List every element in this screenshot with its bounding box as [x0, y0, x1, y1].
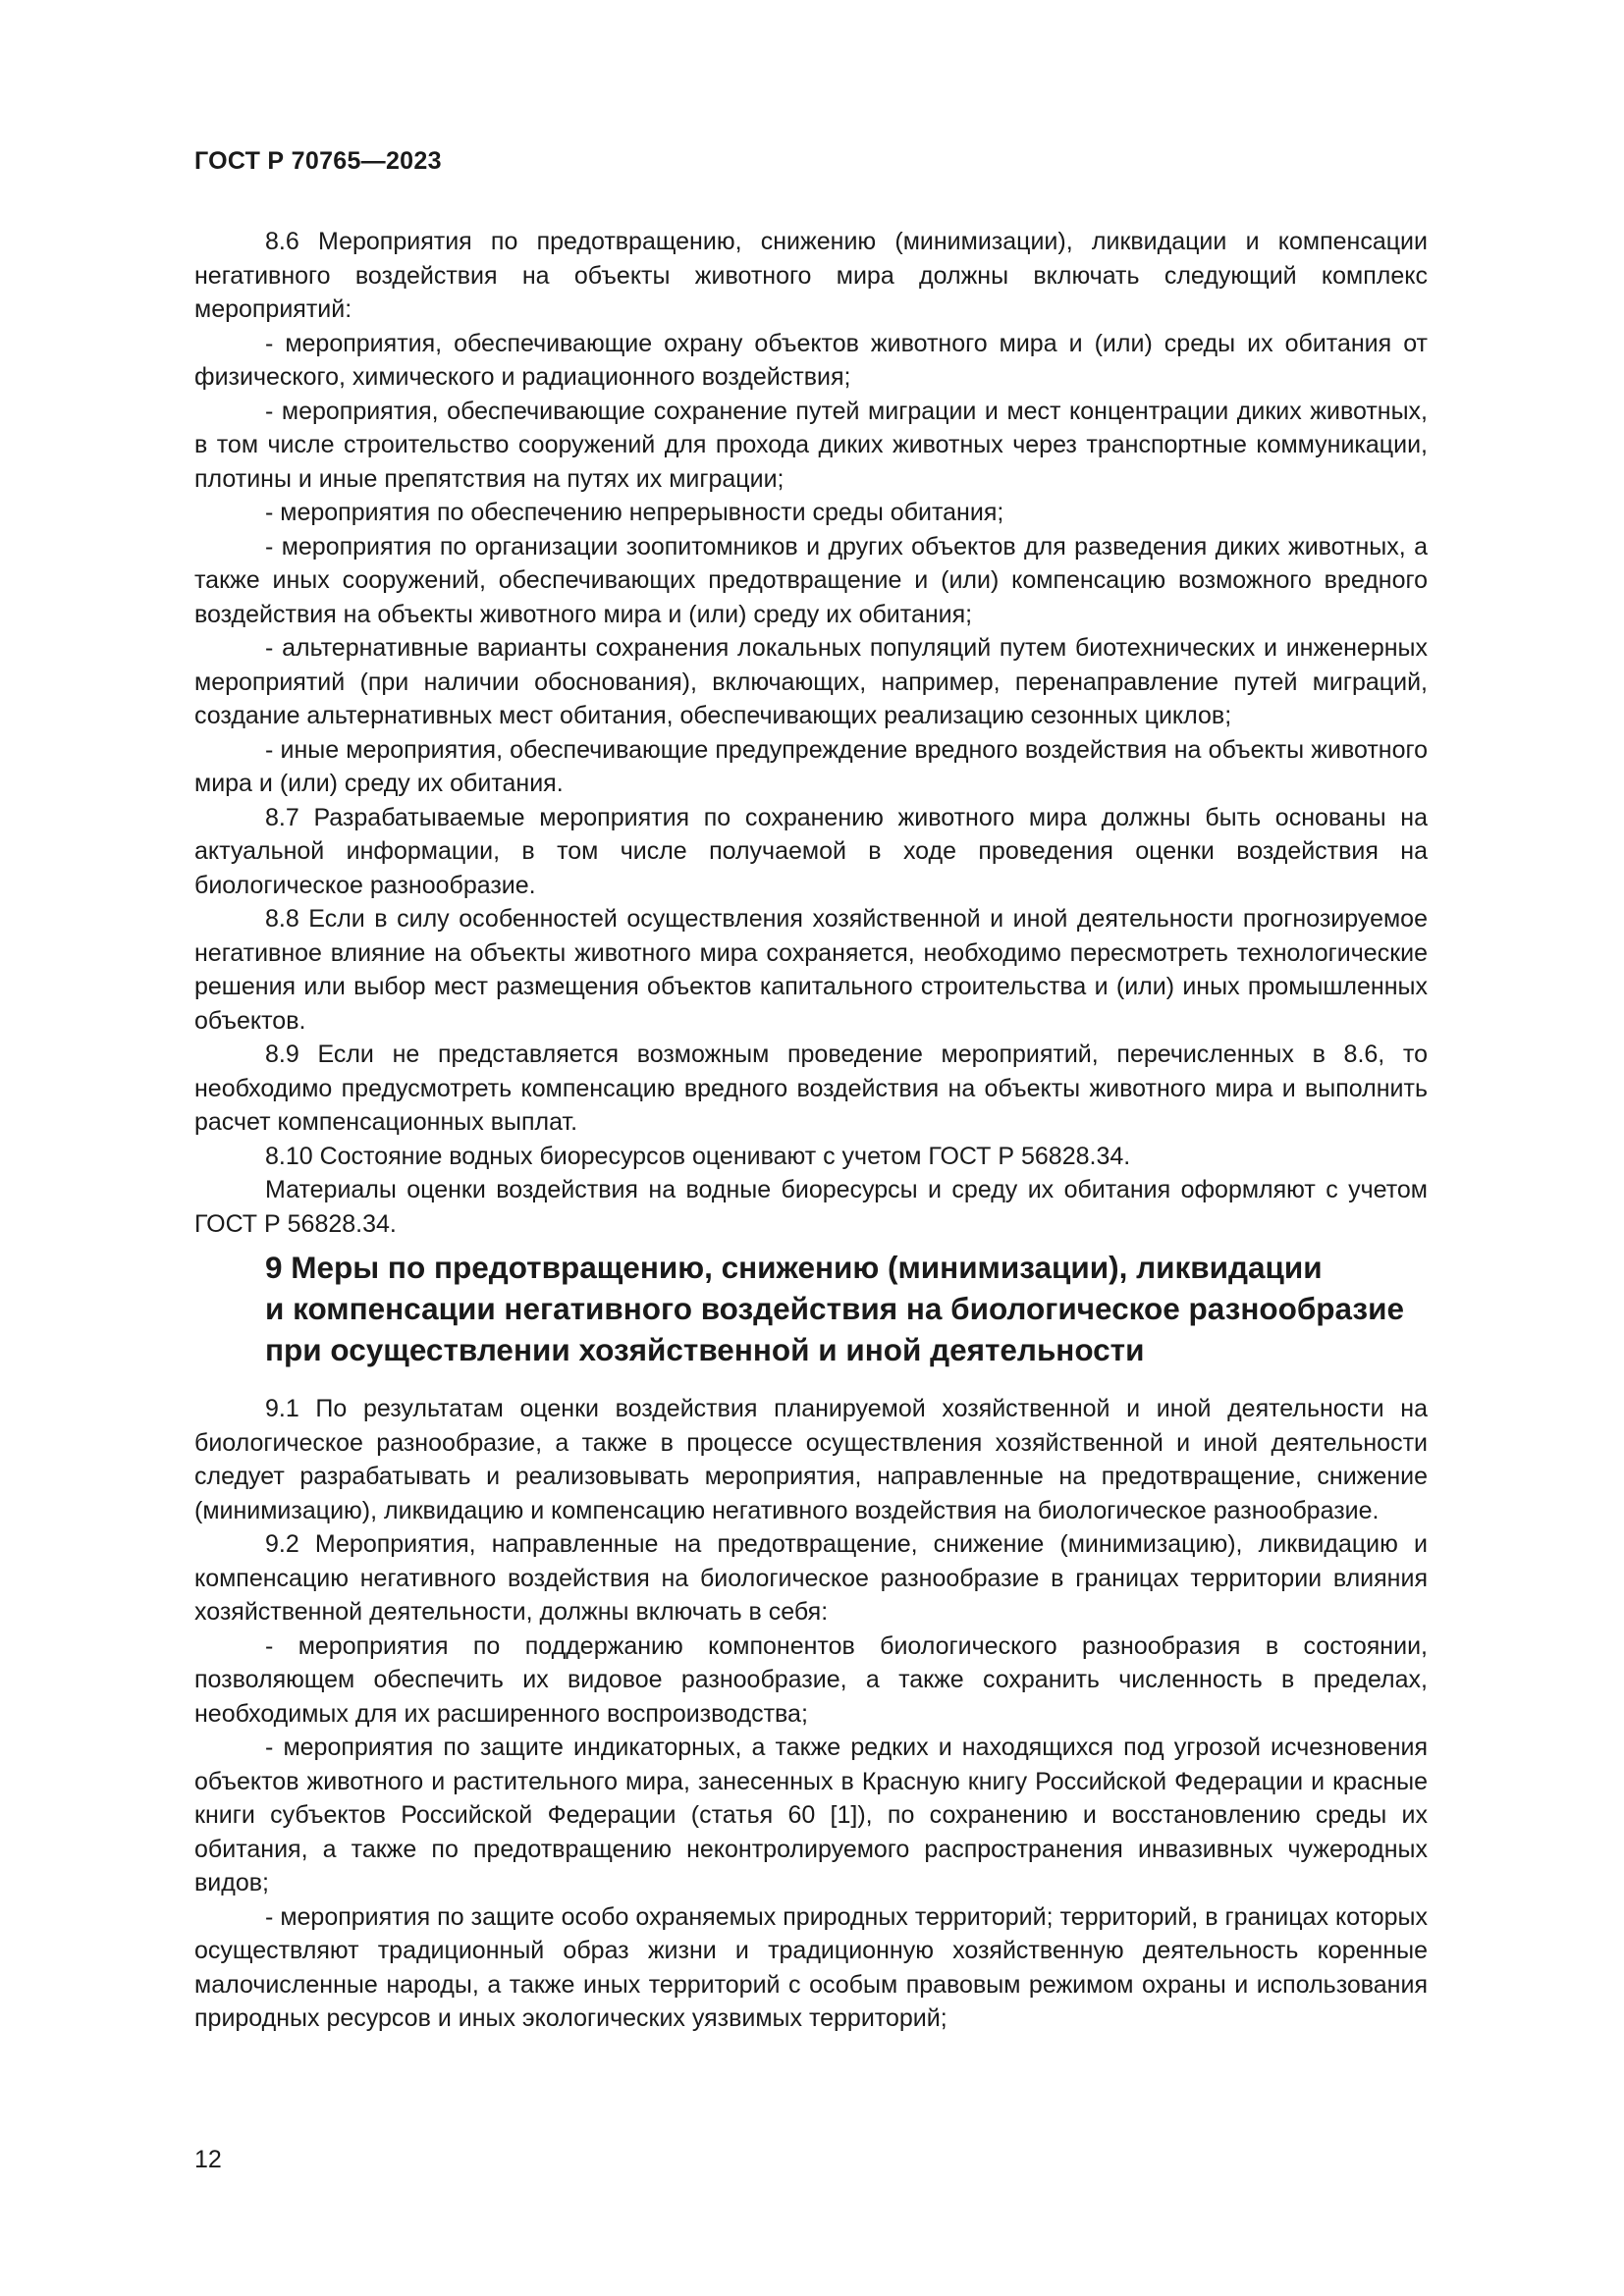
paragraph-8-9: 8.9 Если не представляется возможным проведение мероприятий, перечисленных в 8.6, то необходимо предусмотреть компенсацию вредного воздействия на объекты животного мира и выполнить расчет компенсационных выплат.: [194, 1041, 1428, 1136]
list-item: - иные мероприятия, обеспечивающие предупреждение вредного воздействия на объекты животного мира и (или) среду их обитания.: [194, 735, 1428, 797]
list-item: - альтернативные варианты сохранения локальных популяций путем биотехнических и инженерных мероприятий (при наличии обоснования), включающих, например, перенаправление путей миграций, создание альтернативных мест обитания, обеспечивающих реализацию сезонных циклов;: [194, 634, 1428, 729]
list-item: - мероприятия по защите индикаторных, а также редких и находящихся под угрозой исчезновения объектов животного и растительного мира, занесенных в Красную книгу Российской Федерации и красные книги субъектов Российской Федерации (статья 60 [1]), по сохранению и восстановлению среды их обитания, а также по предотвращению неконтролируемого распространения инвазивных чужеродных видов;: [194, 1734, 1428, 1896]
list-item: - мероприятия, обеспечивающие сохранение путей миграции и мест концентрации диких животных, в том числе строительство сооружений для прохода диких животных через транспортные коммуникации, плотины и иные препятствия на путях их миграции;: [194, 397, 1428, 493]
section-9-body: [194, 1392, 1428, 2036]
list-item: - мероприятия по защите особо охраняемых природных территорий; территорий, в границах которых осуществляют традиционный образ жизни и традиционную хозяйственную деятельность коренные малочисленные народы, а также иных территорий с особым правовым режимом охраны и использования природных ресурсов и иных экологических уязвимых территорий;: [194, 1902, 1428, 2032]
heading-line: при осуществлении хозяйственной и иной деятельности: [265, 1332, 1145, 1367]
list-item: - мероприятия по обеспечению непрерывности среды обитания;: [265, 499, 1004, 526]
section-8-body: [194, 225, 1428, 1241]
heading-line: и компенсации негативного воздействия на биологическое разнообразие: [265, 1291, 1404, 1326]
paragraph-8-7: 8.7 Разрабатываемые мероприятия по сохранению животного мира должны быть основаны на актуальной информации, в том числе получаемой в ходе проведения оценки воздействия на биологическое разнообразие.: [194, 803, 1428, 899]
list-item: - мероприятия по организации зоопитомников и других объектов для разведения диких животных, а также иных сооружений, обеспечивающих предотвращение и (или) компенсацию возможного вредного воздействия на объекты животного мира и (или) среду их обитания;: [194, 532, 1428, 628]
page-number: 12: [194, 2146, 222, 2173]
list-item: - мероприятия по поддержанию компонентов биологического разнообразия в состоянии, позволяющем обеспечить их видовое разнообразие, а также сохранить численность в пределах, необходимых для их расширенного воспроизводства;: [194, 1631, 1428, 1728]
standard-code-header: ГОСТ Р 70765—2023: [194, 147, 442, 175]
list-item: - мероприятия, обеспечивающие охрану объектов животного мира и (или) среды их обитания от физического, химического и радиационного воздействия;: [194, 329, 1428, 391]
paragraph-8-10: 8.10 Состояние водных биоресурсов оценивают с учетом ГОСТ Р 56828.34.: [265, 1142, 1131, 1170]
paragraph-8-8: 8.8 Если в силу особенностей осуществления хозяйственной и иной деятельности прогнозируемое негативное влияние на объекты животного мира сохраняется, необходимо пересмотреть технологические решения или выбор мест размещения объектов капитального строительства и (или) иных промышленных объектов.: [194, 905, 1428, 1035]
paragraph-8-10-note: Материалы оценки воздействия на водные биоресурсы и среду их обитания оформляют с учетом ГОСТ Р 56828.34.: [194, 1176, 1428, 1238]
heading-line: 9 Меры по предотвращению, снижению (минимизации), ликвидации: [265, 1250, 1323, 1285]
paragraph-9-2: 9.2 Мероприятия, направленные на предотвращение, снижение (минимизацию), ликвидацию и компенсацию негативного воздействия на биологическое разнообразие в границах территории влияния хозяйственной деятельности, должны включать в себя:: [194, 1530, 1428, 1626]
paragraph-8-6: 8.6 Мероприятия по предотвращению, снижению (минимизации), ликвидации и компенсации негативного воздействия на объекты животного мира должны включать следующий комплекс мероприятий:: [194, 228, 1428, 323]
paragraph-9-1: 9.1 По результатам оценки воздействия планируемой хозяйственной и иной деятельности на биологическое разнообразие, а также в процессе осуществления хозяйственной и иной деятельности следует разрабатывать и реализовывать мероприятия, направленные на предотвращение, снижение (минимизацию), ликвидацию и компенсацию негативного воздействия на биологическое разнообразие.: [194, 1395, 1428, 1524]
section-9-heading: [265, 1247, 1424, 1370]
